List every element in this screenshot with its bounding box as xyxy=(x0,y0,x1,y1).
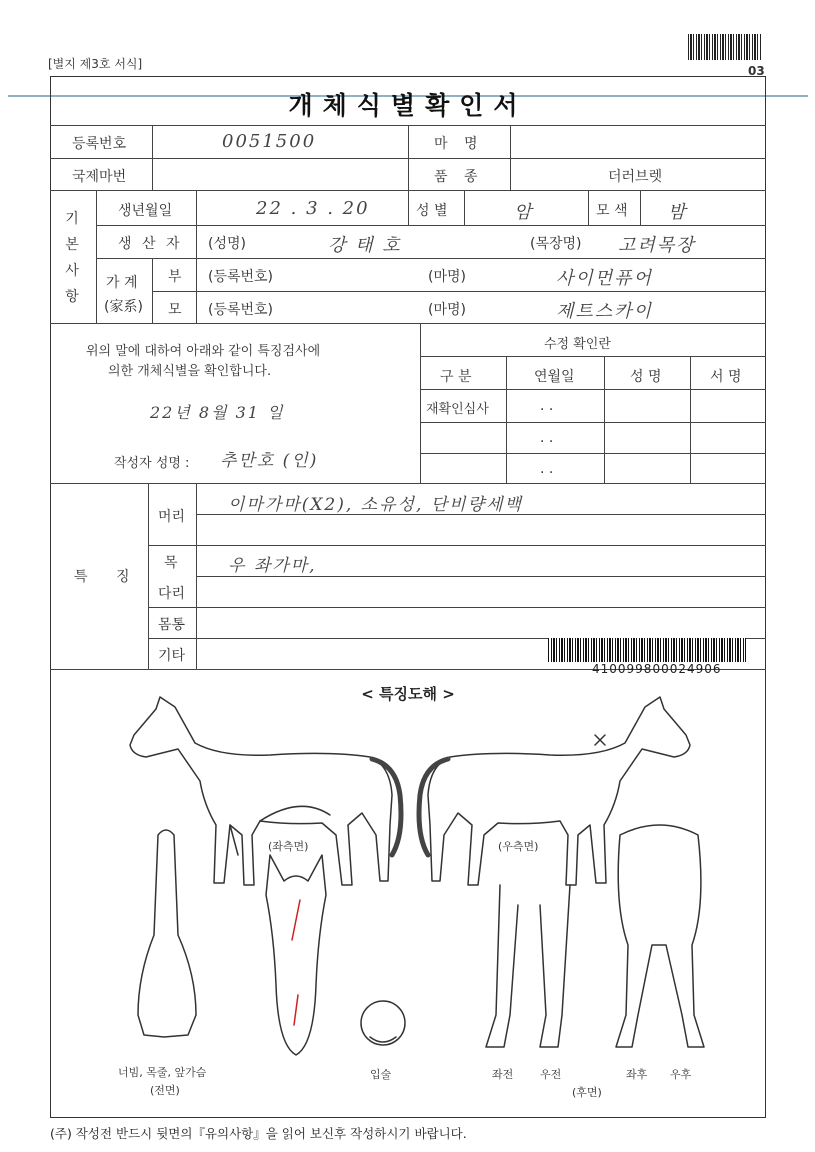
revision-title: 수정 확인란 xyxy=(544,337,611,352)
revision-date-3[interactable]: . . xyxy=(540,461,554,477)
farm-label: (목장명) xyxy=(530,236,582,252)
document-title: 개체식별확인서 xyxy=(288,91,528,120)
horse-name-label: 마 명 xyxy=(434,136,484,152)
form-number: 03 xyxy=(748,64,765,78)
legs-label: 다리 xyxy=(158,586,186,602)
basic-section-label: 기 본 사 항 xyxy=(65,211,79,305)
features-section-label: 특 징 xyxy=(74,569,142,585)
revision-col-sign: 서 명 xyxy=(710,369,742,385)
farm-value[interactable]: 고려목장 xyxy=(618,235,696,256)
producer-label: 생 산 자 xyxy=(118,236,183,252)
horse-left-side-drawing xyxy=(130,697,401,885)
color-value[interactable]: 밤 xyxy=(668,202,688,223)
horse-right-side-drawing xyxy=(419,697,690,885)
lip-caption: 입술 xyxy=(370,1068,392,1081)
birth-label: 생년월일 xyxy=(118,203,173,219)
left-front-caption: 좌전 xyxy=(492,1068,514,1081)
reg-no-value[interactable]: 0051500 xyxy=(222,131,317,152)
right-rear-caption: 우후 xyxy=(670,1068,692,1081)
barcode-number: 410099800024906 xyxy=(592,662,722,676)
writer-signature[interactable]: 추만호 (인) xyxy=(220,451,319,471)
horse-head-drawing xyxy=(266,855,326,1055)
intl-name-label: 국제마번 xyxy=(72,169,127,185)
revision-col-type: 구 분 xyxy=(440,369,472,385)
head-value[interactable]: 이마가마(X2), 소유성, 단비량세백 xyxy=(228,495,523,515)
form-label: [별지 제3호 서식] xyxy=(48,57,143,71)
sticker-barcode xyxy=(548,638,746,662)
horse-lips-drawing xyxy=(361,1001,405,1045)
revision-date-1[interactable]: . . xyxy=(540,398,554,414)
sire-name-label: (마명) xyxy=(428,269,466,285)
neck-label: 목 xyxy=(164,555,178,571)
horse-diagrams xyxy=(100,685,720,1085)
producer-name-label: (성명) xyxy=(208,236,246,252)
dam-name-value[interactable]: 제트스카이 xyxy=(556,301,653,322)
footer-note: (주) 작성전 반드시 뒷면의『유의사항』을 읽어 보신후 작성하시기 바랍니다. xyxy=(50,1126,467,1141)
top-barcode xyxy=(688,34,762,60)
rear-view-label: (후면) xyxy=(572,1086,602,1099)
producer-name-value[interactable]: 강 태 호 xyxy=(328,235,402,256)
breed-value: 더러브렛 xyxy=(608,169,663,185)
statement-line1: 위의 말에 대하여 아래와 같이 특징검사에 xyxy=(86,344,321,359)
writer-label: 작성자 성명 : xyxy=(114,456,190,471)
diagram-title: < 특징도해 > xyxy=(361,685,455,703)
horse-rear-view-drawing xyxy=(616,825,704,1047)
revision-col-name: 성 명 xyxy=(630,369,662,385)
statement-line2: 의한 개체식별을 확인합니다. xyxy=(108,364,272,379)
dam-reg-label: (등록번호) xyxy=(208,302,274,318)
sex-value[interactable]: 암 xyxy=(514,202,534,223)
sire-name-value[interactable]: 사이먼퓨어 xyxy=(556,268,653,289)
left-side-caption: (좌측면) xyxy=(268,840,309,853)
confirm-date[interactable]: 22년 8월 31 일 xyxy=(150,403,285,422)
pedigree-hanja: (家系) xyxy=(104,299,143,315)
right-side-caption: (우측면) xyxy=(498,840,539,853)
revision-col-date: 연월일 xyxy=(534,369,575,385)
head-label: 머리 xyxy=(158,509,186,525)
birth-value[interactable]: 22 . 3 . 20 xyxy=(256,198,370,219)
breed-label: 품 종 xyxy=(434,169,484,185)
reg-no-label: 등록번호 xyxy=(72,136,127,152)
sire-reg-label: (등록번호) xyxy=(208,269,274,285)
revision-row1-type: 재확인심사 xyxy=(426,402,489,417)
dam-label: 모 xyxy=(168,302,182,318)
horse-front-legs-drawing xyxy=(486,885,570,1047)
neck-value[interactable]: 우 좌가마, xyxy=(228,556,317,576)
color-label: 모 색 xyxy=(596,203,628,219)
revision-date-2[interactable]: . . xyxy=(540,430,554,446)
horse-front-view-drawing xyxy=(138,830,196,1037)
body-label: 몸통 xyxy=(158,617,186,633)
front-view-label: (전면) xyxy=(150,1084,180,1097)
pedigree-label: 가 계 xyxy=(106,275,138,291)
front-caption: 너빔, 목줄, 앞가슴 xyxy=(118,1066,207,1079)
dam-name-label: (마명) xyxy=(428,302,466,318)
right-front-caption: 우전 xyxy=(540,1068,562,1081)
other-label: 기타 xyxy=(158,648,186,664)
sex-label: 성 별 xyxy=(416,203,448,219)
sire-label: 부 xyxy=(168,269,182,285)
left-rear-caption: 좌후 xyxy=(626,1068,648,1081)
